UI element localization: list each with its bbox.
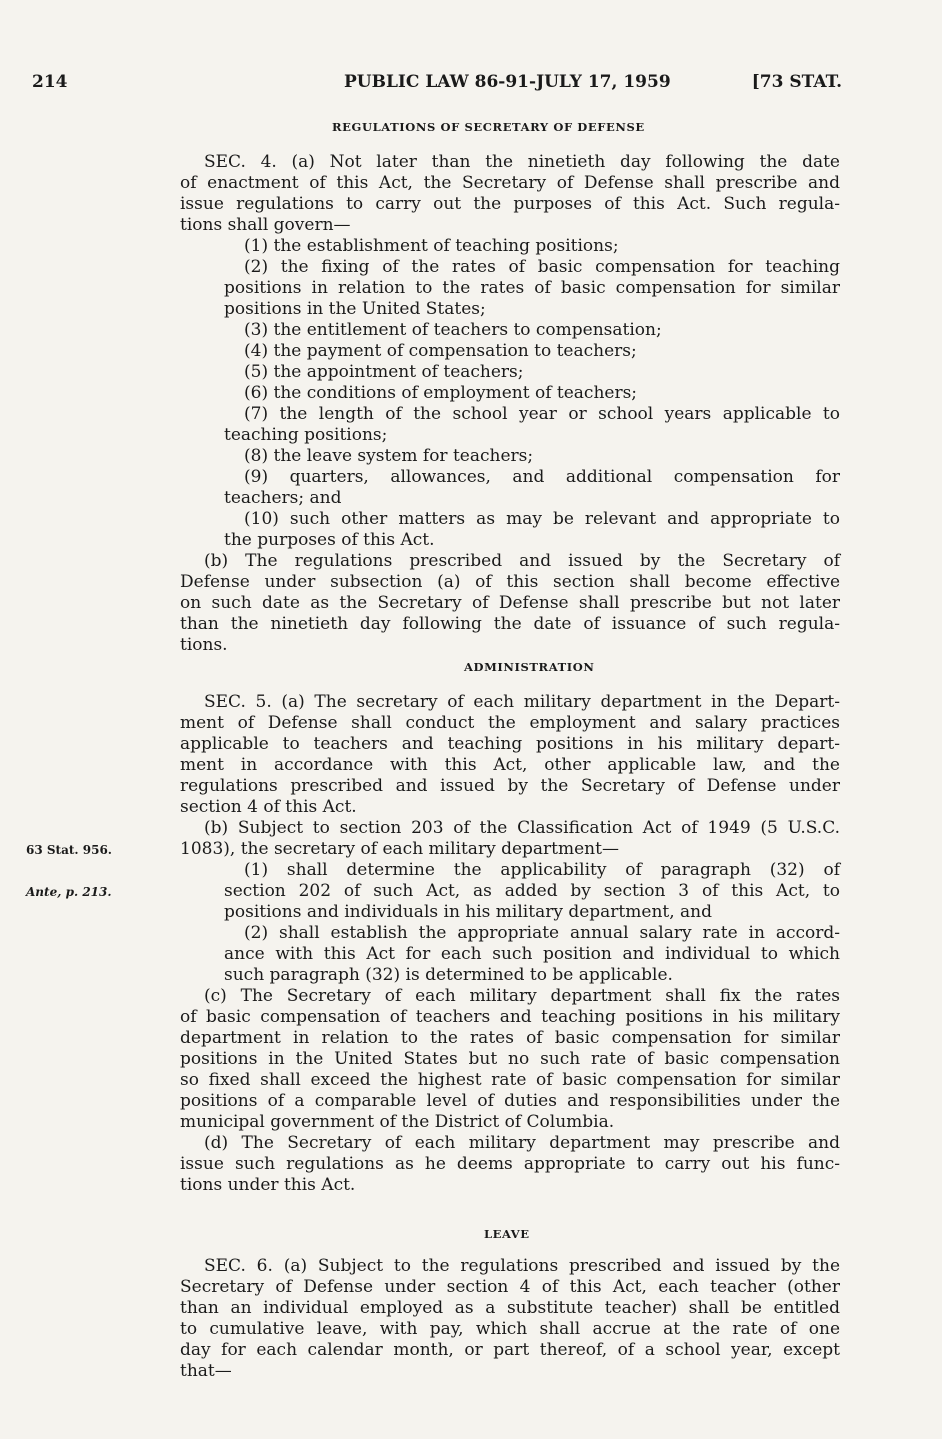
text-line: positions in the United States but no such rate of basic compensation (180, 1049, 840, 1069)
text-line: applicable to teachers and teaching positions in his military depart- (180, 734, 840, 754)
text-line: issue regulations to carry out the purposes of this Act. Such regula- (180, 194, 840, 214)
statute-reference: [73 STAT. (751, 72, 842, 92)
margin-note-stat: 63 Stat. 956. (26, 843, 112, 857)
text-line: department in relation to the rates of basic compensation for similar (180, 1028, 840, 1048)
list-item: (2) the fixing of the rates of basic compensation for teaching (244, 257, 840, 277)
text-line: Defense under subsection (a) of this section shall become effective (180, 572, 840, 592)
text-line: issue such regulations as he deems appropriate to carry out his func- (180, 1154, 840, 1174)
text-line: SEC. 4. (a) Not later than the ninetieth day following the date (204, 152, 840, 172)
text-line: than an individual employed as a substitute teacher) shall be entitled (180, 1298, 840, 1318)
heading-regulations: REGULATIONS OF SECRETARY OF DEFENSE (332, 120, 645, 134)
list-item: (9) quarters, allowances, and additional compensation for (244, 467, 840, 487)
text-line: of enactment of this Act, the Secretary of Defense shall prescribe and (180, 173, 840, 193)
running-title: PUBLIC LAW 86-91-JULY 17, 1959 (344, 72, 671, 92)
text-line: (b) The regulations prescribed and issued by the Secretary of (204, 551, 840, 571)
text-line: tions. (180, 635, 228, 655)
text-line: (d) The Secretary of each military department may prescribe and (204, 1133, 840, 1153)
list-item-cont: the purposes of this Act. (224, 530, 435, 550)
text-line: (c) The Secretary of each military department shall fix the rates (204, 986, 840, 1006)
text-line: SEC. 6. (a) Subject to the regulations prescribed and issued by the (204, 1256, 840, 1276)
margin-note-ante: Ante, p. 213. (26, 885, 112, 899)
list-item-cont: teaching positions; (224, 425, 388, 445)
list-item-cont: positions in the United States; (224, 299, 486, 319)
text-line: day for each calendar month, or part thereof, of a school year, except (180, 1340, 840, 1360)
section-5 (180, 692, 840, 1196)
list-item: (6) the conditions of employment of teachers; (244, 383, 638, 403)
list-item: (7) the length of the school year or school years applicable to (244, 404, 840, 424)
text-line: tions under this Act. (180, 1175, 356, 1195)
list-item: (10) such other matters as may be relevant and appropriate to (244, 509, 840, 529)
list-item-cont: such paragraph (32) is determined to be applicable. (224, 965, 673, 985)
text-line: (b) Subject to section 203 of the Classification Act of 1949 (5 U.S.C. (204, 818, 840, 838)
section-6 (180, 1256, 840, 1382)
text-line: than the ninetieth day following the date of issuance of such regula- (180, 614, 840, 634)
page-number: 214 (32, 72, 68, 92)
text-line: SEC. 5. (a) The secretary of each military department in the Depart- (204, 692, 840, 712)
list-item-cont: ance with this Act for each such position and individual to which (224, 944, 840, 964)
text-line: Secretary of Defense under section 4 of this Act, each teacher (other (180, 1277, 840, 1297)
heading-administration: ADMINISTRATION (464, 660, 595, 674)
running-header (32, 72, 842, 98)
list-item: (2) shall establish the appropriate annual salary rate in accord- (244, 923, 840, 943)
list-item-cont: teachers; and (224, 488, 342, 508)
list-item: (4) the payment of compensation to teachers; (244, 341, 637, 361)
text-line: of basic compensation of teachers and teaching positions in his military (180, 1007, 840, 1027)
list-item: (1) shall determine the applicability of paragraph (32) of (244, 860, 840, 880)
list-item: (5) the appointment of teachers; (244, 362, 524, 382)
text-line: to cumulative leave, with pay, which shall accrue at the rate of one (180, 1319, 840, 1339)
list-item: (8) the leave system for teachers; (244, 446, 534, 466)
heading-leave: LEAVE (484, 1227, 530, 1241)
text-line: ment of Defense shall conduct the employment and salary practices (180, 713, 840, 733)
section-4 (180, 152, 840, 656)
list-item-cont: section 202 of such Act, as added by section 3 of this Act, to (224, 881, 840, 901)
text-line: that— (180, 1361, 232, 1381)
text-line: positions of a comparable level of duties and responsibilities under the (180, 1091, 840, 1111)
text-line: ment in accordance with this Act, other applicable law, and the (180, 755, 840, 775)
list-item-cont: positions in relation to the rates of basic compensation for similar (224, 278, 840, 298)
list-item: (3) the entitlement of teachers to compensation; (244, 320, 662, 340)
text-line: on such date as the Secretary of Defense shall prescribe but not later (180, 593, 840, 613)
list-item: (1) the establishment of teaching positions; (244, 236, 619, 256)
text-line: 1083), the secretary of each military department— (180, 839, 619, 859)
list-item-cont: positions and individuals in his military department, and (224, 902, 712, 922)
text-line: section 4 of this Act. (180, 797, 357, 817)
text-line: municipal government of the District of Columbia. (180, 1112, 615, 1132)
text-line: tions shall govern— (180, 215, 351, 235)
text-line: regulations prescribed and issued by the Secretary of Defense under (180, 776, 840, 796)
text-line: so fixed shall exceed the highest rate of basic compensation for similar (180, 1070, 840, 1090)
